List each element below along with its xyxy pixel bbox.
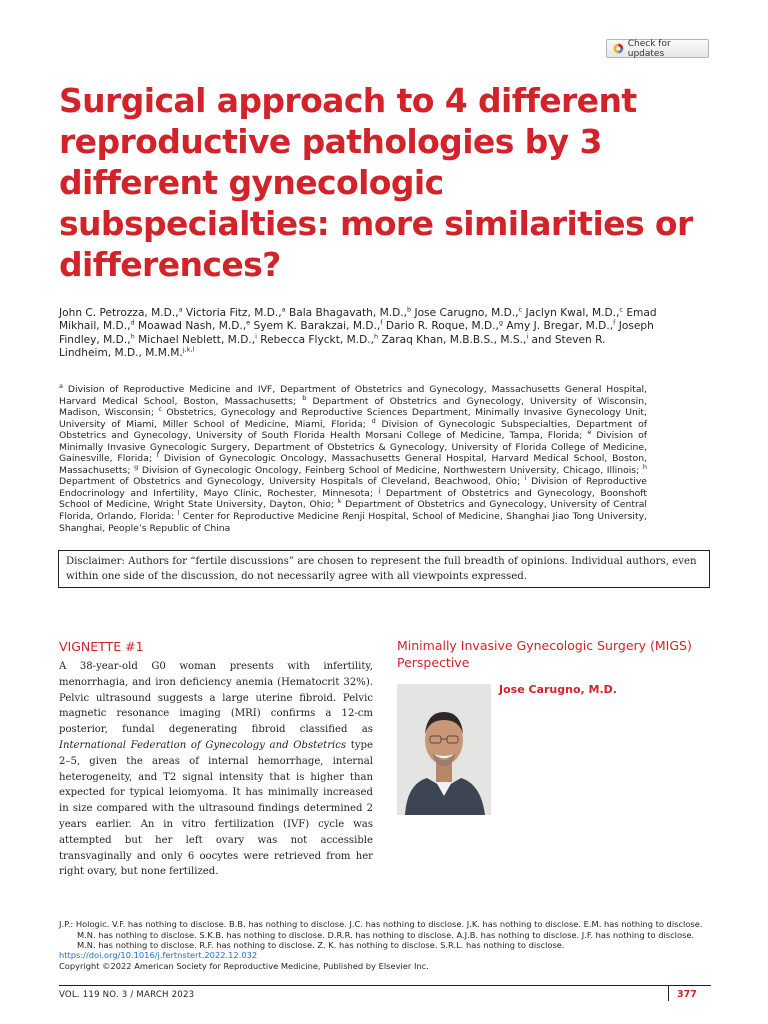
author-name: Michael Neblett, M.D., <box>134 333 256 346</box>
affiliation-text: Division of Reproductive Medicine and IVF, Department of Obstetrics and Gynecology, Massachusetts General Hospital, Harvard Medical School, Boston, Massachusetts; <box>59 384 647 407</box>
affiliation-text: Division of Minimally Invasive Gynecologic Surgery, Department of Obstetrics & Gynecology, University of Florida College of Medicine, Gainesville, Florida; <box>59 430 647 465</box>
crossmark-icon <box>613 43 624 54</box>
affiliation-mark: i <box>524 474 527 483</box>
author-name: Bala Bhagavath, M.D., <box>285 307 407 319</box>
affiliation-mark: e <box>587 428 592 437</box>
author-affiliation-mark: e <box>246 318 251 327</box>
author-name: Emad Mikhail, M.D., <box>59 307 657 333</box>
affiliation-mark: g <box>134 462 139 471</box>
affiliation-text: Obstetrics, Gynecology and Reproductive Sciences Department, Minimally Invasive Gynecology Unit, University of Miami, Miller School of Medicine, Miami, Florida; <box>59 407 647 430</box>
author-affiliation-mark: b <box>407 305 412 314</box>
affiliation-mark: l <box>177 508 180 517</box>
check-for-updates-label: Check for updates <box>627 38 671 59</box>
author-affiliation-mark: f <box>613 318 616 327</box>
copyright-notice: Copyright ©2022 American Society for Reproductive Medicine, Published by Elsevier Inc. <box>59 961 429 971</box>
author-name: Victoria Fitz, M.D., <box>182 307 282 319</box>
author-affiliation-mark: g <box>498 318 504 327</box>
affiliation-text: Department of Obstetrics and Gynecology, University Hospitals of Cleveland, Beachwood, Ohio; <box>59 476 525 488</box>
author-name: Syem K. Barakzai, M.D., <box>250 320 381 333</box>
affiliation-text: Department of Obstetrics and Gynecology, Boonshoft School of Medicine, Wright State University, Dayton, Ohio; <box>59 487 647 511</box>
disclosure-footnote: J.P.: Hologic. V.F. has nothing to disclose. B.B. has nothing to disclose. J.C. has nothing to disclose. J.K. has nothing to disclose. E.M. has nothing to disclose. M.N. has nothing to disclose. S.K.B. has nothing to disclose. D.R.R. has nothing to disclose. A.J.B. has nothing to disclose. J.F. has nothing to disclose. M.N. has nothing to disclose. R.F. has nothing to disclose. Z. K. has nothing to disclose. S.R.L. has nothing to disclose. <box>59 919 703 950</box>
disclaimer-box <box>58 550 710 588</box>
author-affiliation-mark: i <box>255 332 257 341</box>
affiliation-text: Division of Reproductive Endocrinology and Infertility, Mayo Clinic, Rochester, Minnesota; <box>59 476 647 499</box>
author-affiliation-mark: f <box>380 318 383 327</box>
author-affiliation-mark: a <box>178 305 183 314</box>
affiliation-mark: k <box>337 497 342 506</box>
disclaimer-text: Disclaimer: Authors for “fertile discussions” are chosen to represent the full breadth of opinions. Individual authors, even within one side of the discussion, do not necessarily agree with all viewpoints expressed. <box>66 556 697 582</box>
affiliation-text: Department of Obstetrics and Gynecology, University of Central Florida, Orlando, Florida: <box>59 499 647 523</box>
author-photo <box>397 684 491 815</box>
author-affiliation-mark: a <box>281 305 286 314</box>
author-name: Dario R. Roque, M.D., <box>382 320 499 333</box>
page-number: 377 <box>677 989 697 1000</box>
affiliation-mark: h <box>642 462 647 471</box>
affiliation-text: Department of Obstetrics and Gynecology, University of Wisconsin, Madison, Wisconsin; <box>59 395 647 419</box>
author-name: Jaclyn Kwal, M.D., <box>522 307 620 319</box>
affiliation-text: Division of Gynecologic Subspecialties, Department of Obstetrics and Gynecology, University of South Florida Health Morsani College of Medicine, Tampa, Florida; <box>59 418 647 442</box>
affiliation-mark: a <box>59 381 63 390</box>
author-affiliation-mark: h <box>130 332 135 341</box>
check-for-updates-button[interactable] <box>606 39 709 58</box>
author-name: John C. Petrozza, M.D., <box>59 307 179 319</box>
author-affiliation-mark: h <box>373 332 379 341</box>
author-portrait-image <box>397 684 491 815</box>
author-name: Zaraq Khan, M.B.B.S., M.S., <box>378 333 527 346</box>
vignette-heading: VIGNETTE #1 <box>59 639 144 654</box>
affiliation-mark: d <box>371 416 376 425</box>
affiliation-text: Division of Gynecologic Oncology, Feinberg School of Medicine, Northwestern University, Chicago, Illinois; <box>138 464 643 476</box>
author-affiliation-mark: j,k,l <box>182 345 195 354</box>
journal-volume-info: VOL. 119 NO. 3 / MARCH 2023 <box>59 990 195 1000</box>
affiliation-mark: j <box>378 485 381 494</box>
author-name: Amy J. Bregar, M.D., <box>503 320 614 333</box>
author-name: Joseph Findley, M.D., <box>59 320 654 346</box>
footer-rule <box>59 985 711 986</box>
affiliation-text: Center for Reproductive Medicine Renji Hospital, School of Medicine, Shanghai Jiao Tong University, Shanghai, People’s Republic of China <box>59 511 647 534</box>
vignette-text: A 38-year-old G0 woman presents with infertility, menorrhagia, and iron deficiency anemia (Hematocrit 32%). Pelvic ultrasound suggests a large uterine fibroid. Pelvic magnetic resonance imaging (MRI) confirms a 12-cm posterior, fundal degenerating fibroid classified as International Federation of Gynecology and Obstetrics type 2–5, given the areas of internal hemorrhage, internal heterogeneity, and T2 signal intensity that is higher than expected for typical leiomyoma. It has minimally increased in size compared with the ultrasound findings determined 2 years earlier. An in vitro fertilization (IVF) cycle was attempted but her left ovary was not accessible transvaginally and only 6 oocytes were retrieved from her right ovary, but none fertilized. <box>59 661 373 878</box>
author-list <box>59 307 659 361</box>
author-affiliation-mark: i <box>526 332 529 341</box>
article-title: Surgical approach to 4 different reproductive pathologies by 3 different gynecologic subspecialties: more similarities or differences? <box>59 81 693 284</box>
footer-divider <box>668 985 669 1001</box>
perspective-author-name: Jose Carugno, M.D. <box>499 683 617 696</box>
author-name: Jose Carugno, M.D., <box>411 307 519 319</box>
author-affiliation-mark: c <box>518 305 523 314</box>
affiliation-mark: f <box>156 451 160 460</box>
affiliation-mark: c <box>158 405 162 414</box>
affiliation-text: Division of Gynecologic Oncology, Massachusetts General Hospital, Harvard Medical School, Boston, Massachusetts; <box>59 453 647 476</box>
author-affiliation-mark: d <box>130 318 135 327</box>
affiliation-mark: b <box>302 393 307 402</box>
author-name: and Steven R. Lindheim, M.D., M.M.M. <box>59 333 606 360</box>
doi-link[interactable]: https://doi.org/10.1016/j.fertnstert.2022.12.032 <box>59 950 258 960</box>
author-name: Rebecca Flyckt, M.D., <box>256 333 374 346</box>
affiliations <box>59 381 647 534</box>
author-affiliation-mark: c <box>619 305 623 314</box>
author-name: Moawad Nash, M.D., <box>134 320 247 333</box>
migs-heading: Minimally Invasive Gynecologic Surgery (MIGS) Perspective <box>397 638 692 670</box>
